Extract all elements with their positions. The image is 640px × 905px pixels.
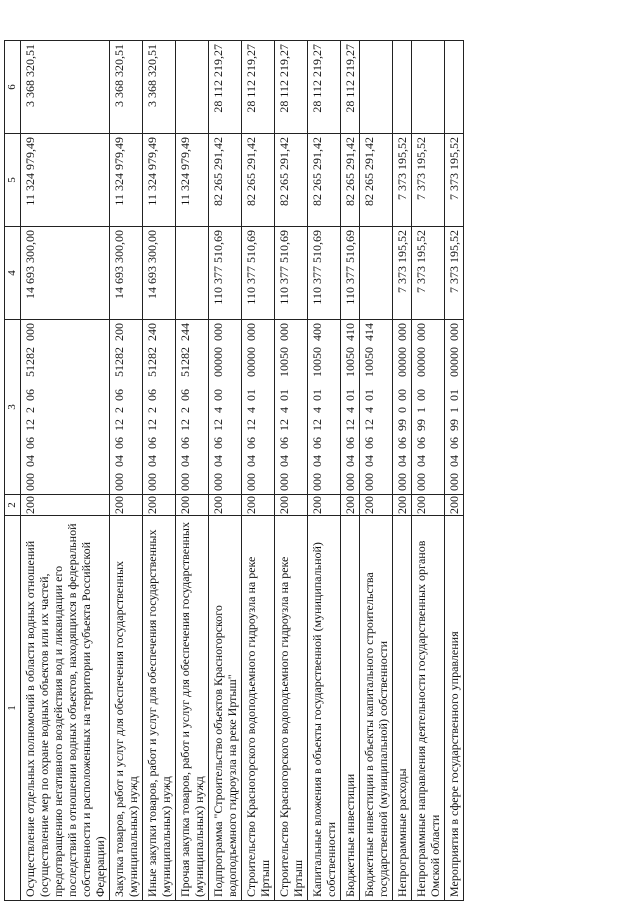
row-name: Закупка товаров, работ и услуг для обеспечения государственных (муниципальных) нужд xyxy=(110,516,143,901)
budget-classification-code: 000 04 06 12 4 01 10050 410 xyxy=(341,320,360,495)
table-row xyxy=(275,41,308,901)
line-code: 200 xyxy=(110,495,143,516)
unexecuted-amount: 3 368 320,51 xyxy=(143,41,176,134)
line-code: 200 xyxy=(209,495,242,516)
line-code: 200 xyxy=(176,495,209,516)
approved-amount xyxy=(176,227,209,320)
row-name: Подпрограмма "Строительство объектов Красногорского водоподъемного гидроузла на реке Иртыш" xyxy=(209,516,242,901)
budget-classification-code: 000 04 06 99 0 00 00000 000 xyxy=(393,320,412,495)
budget-classification-code: 000 04 06 12 4 01 10050 000 xyxy=(275,320,308,495)
approved-amount: 14 693 300,00 xyxy=(143,227,176,320)
column-number: 2 xyxy=(5,495,21,516)
column-number-row xyxy=(5,41,21,901)
row-name: Осуществление отдельных полномочий в области водных отношений (осуществление мер по охране водных объектов или их частей, предотвращению негативного воздействия вод и ликвидации его последствий в отношении водных объектов, находящихся в федеральной собственности и расположенных на территории субъекта Российской Федерации) xyxy=(21,516,110,901)
line-code: 200 xyxy=(393,495,412,516)
approved-amount: 7 373 195,52 xyxy=(393,227,412,320)
budget-classification-code: 000 04 06 12 2 06 51282 240 xyxy=(143,320,176,495)
line-code: 200 xyxy=(143,495,176,516)
approved-amount: 7 373 195,52 xyxy=(445,227,464,320)
table-row xyxy=(176,41,209,901)
executed-amount: 11 324 979,49 xyxy=(21,134,110,227)
row-name: Прочая закупка товаров, работ и услуг для обеспечения государственных (муниципальных) нужд xyxy=(176,516,209,901)
table-row xyxy=(393,41,412,901)
unexecuted-amount xyxy=(412,41,445,134)
budget-classification-code: 000 04 06 12 2 06 51282 244 xyxy=(176,320,209,495)
executed-amount: 11 324 979,49 xyxy=(143,134,176,227)
line-code: 200 xyxy=(445,495,464,516)
table-row xyxy=(341,41,360,901)
unexecuted-amount: 28 112 219,27 xyxy=(341,41,360,134)
table-row xyxy=(412,41,445,901)
approved-amount: 110 377 510,69 xyxy=(242,227,275,320)
unexecuted-amount: 3 368 320,51 xyxy=(110,41,143,134)
executed-amount: 82 265 291,42 xyxy=(360,134,393,227)
table-row xyxy=(242,41,275,901)
line-code: 200 xyxy=(308,495,341,516)
line-code: 200 xyxy=(412,495,445,516)
unexecuted-amount: 28 112 219,27 xyxy=(275,41,308,134)
unexecuted-amount: 3 368 320,51 xyxy=(21,41,110,134)
executed-amount: 82 265 291,42 xyxy=(308,134,341,227)
row-name: Иные закупки товаров, работ и услуг для обеспечения государственных (муниципальных) нужд xyxy=(143,516,176,901)
unexecuted-amount: 28 112 219,27 xyxy=(209,41,242,134)
column-number: 6 xyxy=(5,41,21,134)
approved-amount: 14 693 300,00 xyxy=(21,227,110,320)
unexecuted-amount: 28 112 219,27 xyxy=(308,41,341,134)
row-name: Непрограммные направления деятельности государственных органов Омской области xyxy=(412,516,445,901)
budget-table xyxy=(4,40,464,901)
line-code: 200 xyxy=(275,495,308,516)
line-code: 200 xyxy=(341,495,360,516)
executed-amount: 82 265 291,42 xyxy=(242,134,275,227)
unexecuted-amount xyxy=(360,41,393,134)
line-code: 200 xyxy=(242,495,275,516)
approved-amount: 110 377 510,69 xyxy=(275,227,308,320)
approved-amount: 14 693 300,00 xyxy=(110,227,143,320)
executed-amount: 7 373 195,52 xyxy=(393,134,412,227)
row-name: Бюджетные инвестиции в объекты капитального строительства государственной (муниципальной) собственности xyxy=(360,516,393,901)
table-row xyxy=(110,41,143,901)
executed-amount: 82 265 291,42 xyxy=(341,134,360,227)
table-row xyxy=(360,41,393,901)
column-number: 3 xyxy=(5,320,21,495)
executed-amount: 11 324 979,49 xyxy=(176,134,209,227)
row-name: Мероприятия в сфере государственного управления xyxy=(445,516,464,901)
budget-classification-code: 000 04 06 12 4 01 10050 400 xyxy=(308,320,341,495)
column-number: 1 xyxy=(5,516,21,901)
budget-classification-code: 000 04 06 12 2 06 51282 200 xyxy=(110,320,143,495)
line-code: 200 xyxy=(360,495,393,516)
column-number: 5 xyxy=(5,134,21,227)
table-row xyxy=(209,41,242,901)
budget-classification-code: 000 04 06 99 1 00 00000 000 xyxy=(412,320,445,495)
approved-amount: 110 377 510,69 xyxy=(209,227,242,320)
column-number: 4 xyxy=(5,227,21,320)
row-name: Непрограммные расходы xyxy=(393,516,412,901)
budget-classification-code: 000 04 06 12 2 06 51282 000 xyxy=(21,320,110,495)
row-name: Строительство Красногорского водоподъемного гидроузла на реке Иртыш xyxy=(275,516,308,901)
line-code: 200 xyxy=(21,495,110,516)
unexecuted-amount: 28 112 219,27 xyxy=(242,41,275,134)
executed-amount: 82 265 291,42 xyxy=(275,134,308,227)
executed-amount: 82 265 291,42 xyxy=(209,134,242,227)
budget-classification-code: 000 04 06 12 4 00 00000 000 xyxy=(209,320,242,495)
table-row xyxy=(21,41,110,901)
executed-amount: 11 324 979,49 xyxy=(110,134,143,227)
row-name: Бюджетные инвестиции xyxy=(341,516,360,901)
executed-amount: 7 373 195,52 xyxy=(412,134,445,227)
row-name: Строительство Красногорского водоподъемного гидроузла на реке Иртыш xyxy=(242,516,275,901)
unexecuted-amount xyxy=(445,41,464,134)
budget-classification-code: 000 04 06 12 4 01 00000 000 xyxy=(242,320,275,495)
row-name: Капитальные вложения в объекты государственной (муниципальной) собственности xyxy=(308,516,341,901)
unexecuted-amount xyxy=(393,41,412,134)
executed-amount: 7 373 195,52 xyxy=(445,134,464,227)
approved-amount xyxy=(360,227,393,320)
approved-amount: 110 377 510,69 xyxy=(341,227,360,320)
budget-classification-code: 000 04 06 99 1 01 00000 000 xyxy=(445,320,464,495)
table-row xyxy=(445,41,464,901)
table-row xyxy=(143,41,176,901)
approved-amount: 110 377 510,69 xyxy=(308,227,341,320)
table-row xyxy=(308,41,341,901)
budget-classification-code: 000 04 06 12 4 01 10050 414 xyxy=(360,320,393,495)
approved-amount: 7 373 195,52 xyxy=(412,227,445,320)
unexecuted-amount xyxy=(176,41,209,134)
